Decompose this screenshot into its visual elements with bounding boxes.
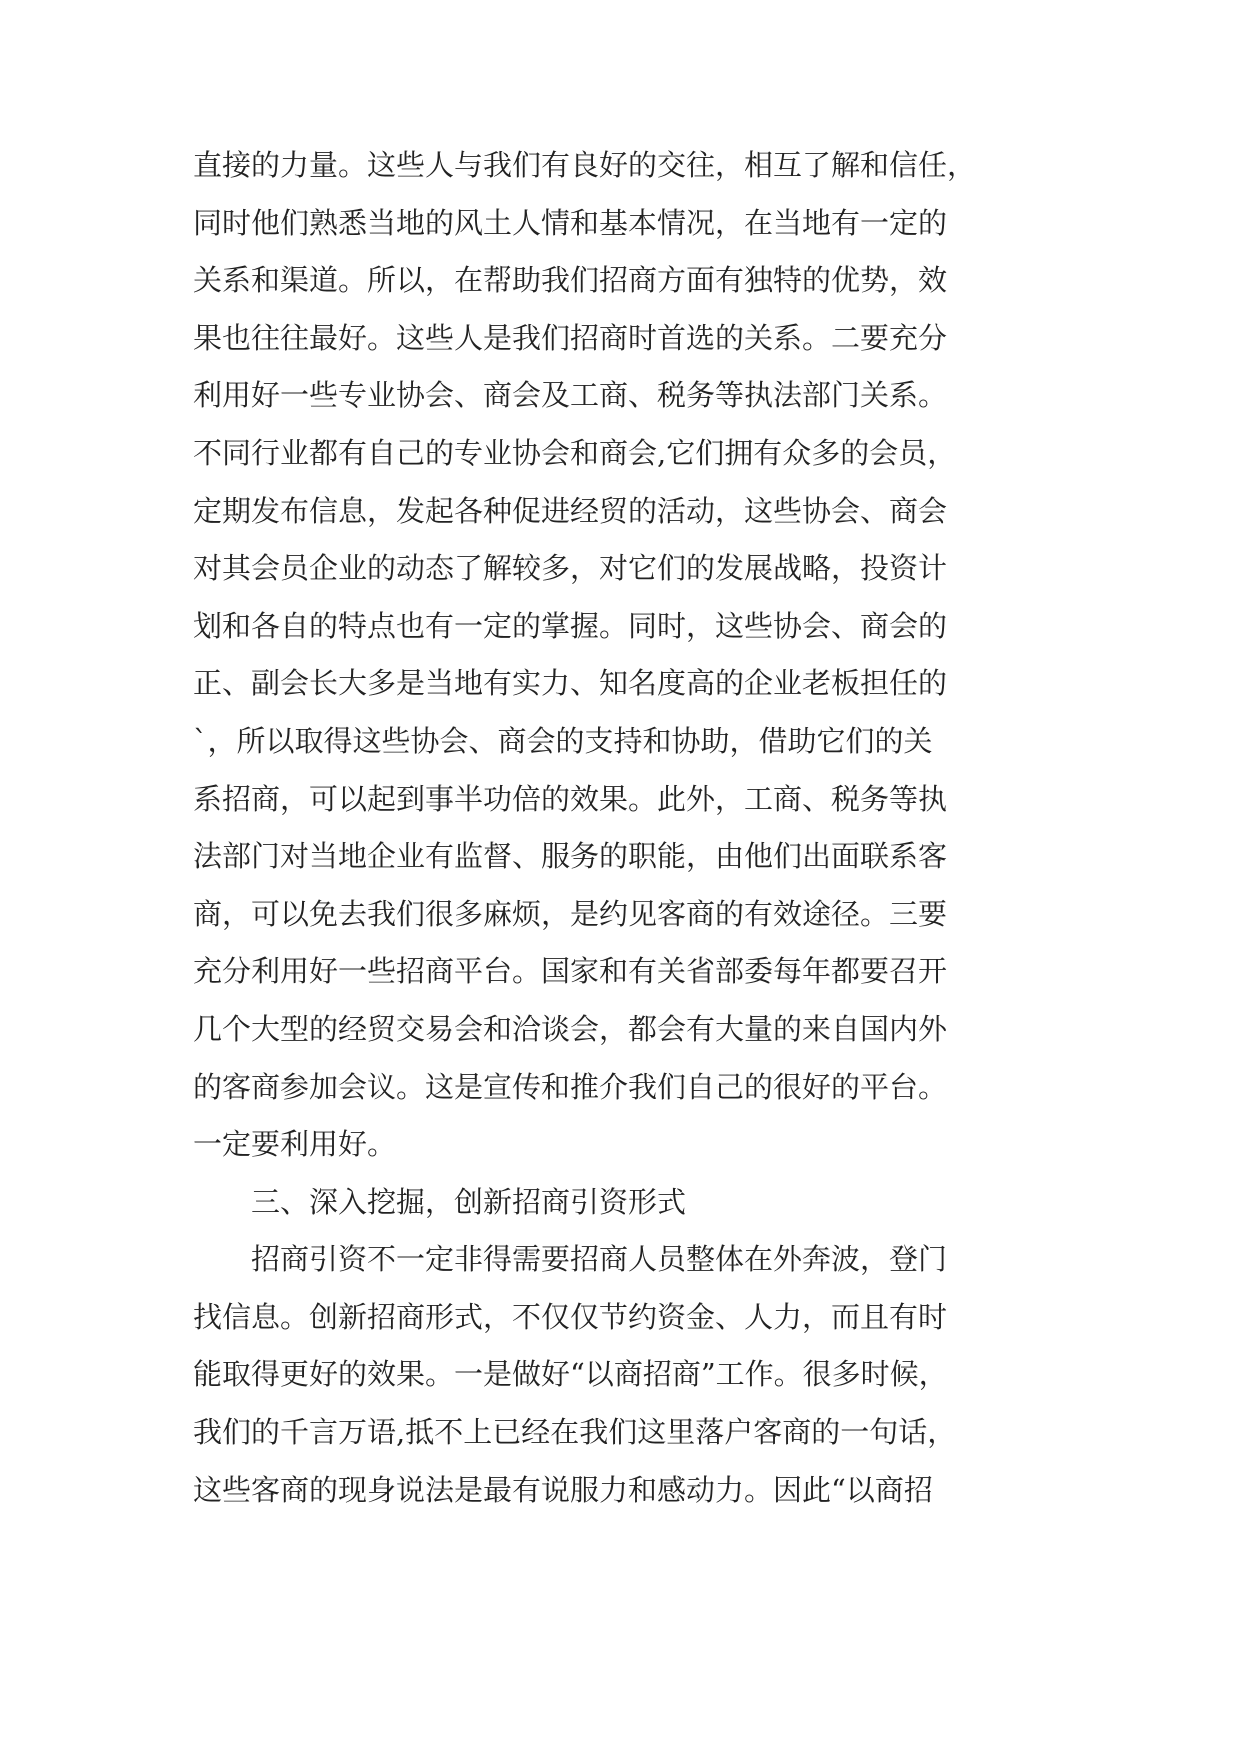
text-line: 这些客商的现身说法是最有说服力和感动力。因此“以商招 [193,1472,933,1507]
text-line: 充分利用好一些招商平台。国家和有关省部委每年都要召开 [193,954,948,989]
document-body [193,137,1073,1519]
text-line: 关系和渠道。所以，在帮助我们招商方面有独特的优势，效 [193,263,948,298]
text-line: 几个大型的经贸交易会和洽谈会，都会有大量的来自国内外 [193,1011,948,1046]
text-line: 划和各自的特点也有一定的掌握。同时，这些协会、商会的 [193,608,948,643]
text-line: 系招商，可以起到事半功倍的效果。此外，工商、税务等执 [193,781,948,816]
text-line: 对其会员企业的动态了解较多，对它们的发展战略，投资计 [193,551,948,586]
text-line: 正、副会长大多是当地有实力、知名度高的企业老板担任的 [193,666,948,701]
text-line: 果也往往最好。这些人是我们招商时首选的关系。二要充分 [193,320,948,355]
text-line: 商，可以免去我们很多麻烦，是约见客商的有效途径。三要 [193,896,948,931]
text-line: 法部门对当地企业有监督、服务的职能，由他们出面联系客 [193,839,948,874]
section-heading: 三、深入挖掘，创新招商引资形式 [251,1184,687,1219]
text-line: 一定要利用好。 [193,1127,397,1162]
text-line: 定期发布信息，发起各种促进经贸的活动，这些协会、商会 [193,493,948,528]
text-line: 我们的千言万语,抵不上已经在我们这里落户客商的一句话， [193,1415,957,1450]
text-line: 找信息。创新招商形式，不仅仅节约资金、人力，而且有时 [193,1299,948,1334]
text-line: 的客商参加会议。这是宣传和推介我们自己的很好的平台。 [193,1069,948,1104]
text-line: 能取得更好的效果。一是做好“以商招商”工作。很多时候， [193,1357,948,1392]
text-line: `，所以取得这些协会、商会的支持和协助，借助它们的关 [193,723,933,758]
text-line: 不同行业都有自己的专业协会和商会,它们拥有众多的会员， [193,435,957,470]
text-line: 直接的力量。这些人与我们有良好的交往，相互了解和信任， [193,148,977,182]
text-line: 同时他们熟悉当地的风土人情和基本情况，在当地有一定的 [193,205,948,240]
text-line: 利用好一些专业协会、商会及工商、税务等执法部门关系。 [193,378,948,413]
text-line: 招商引资不一定非得需要招商人员整体在外奔波，登门 [251,1242,948,1277]
